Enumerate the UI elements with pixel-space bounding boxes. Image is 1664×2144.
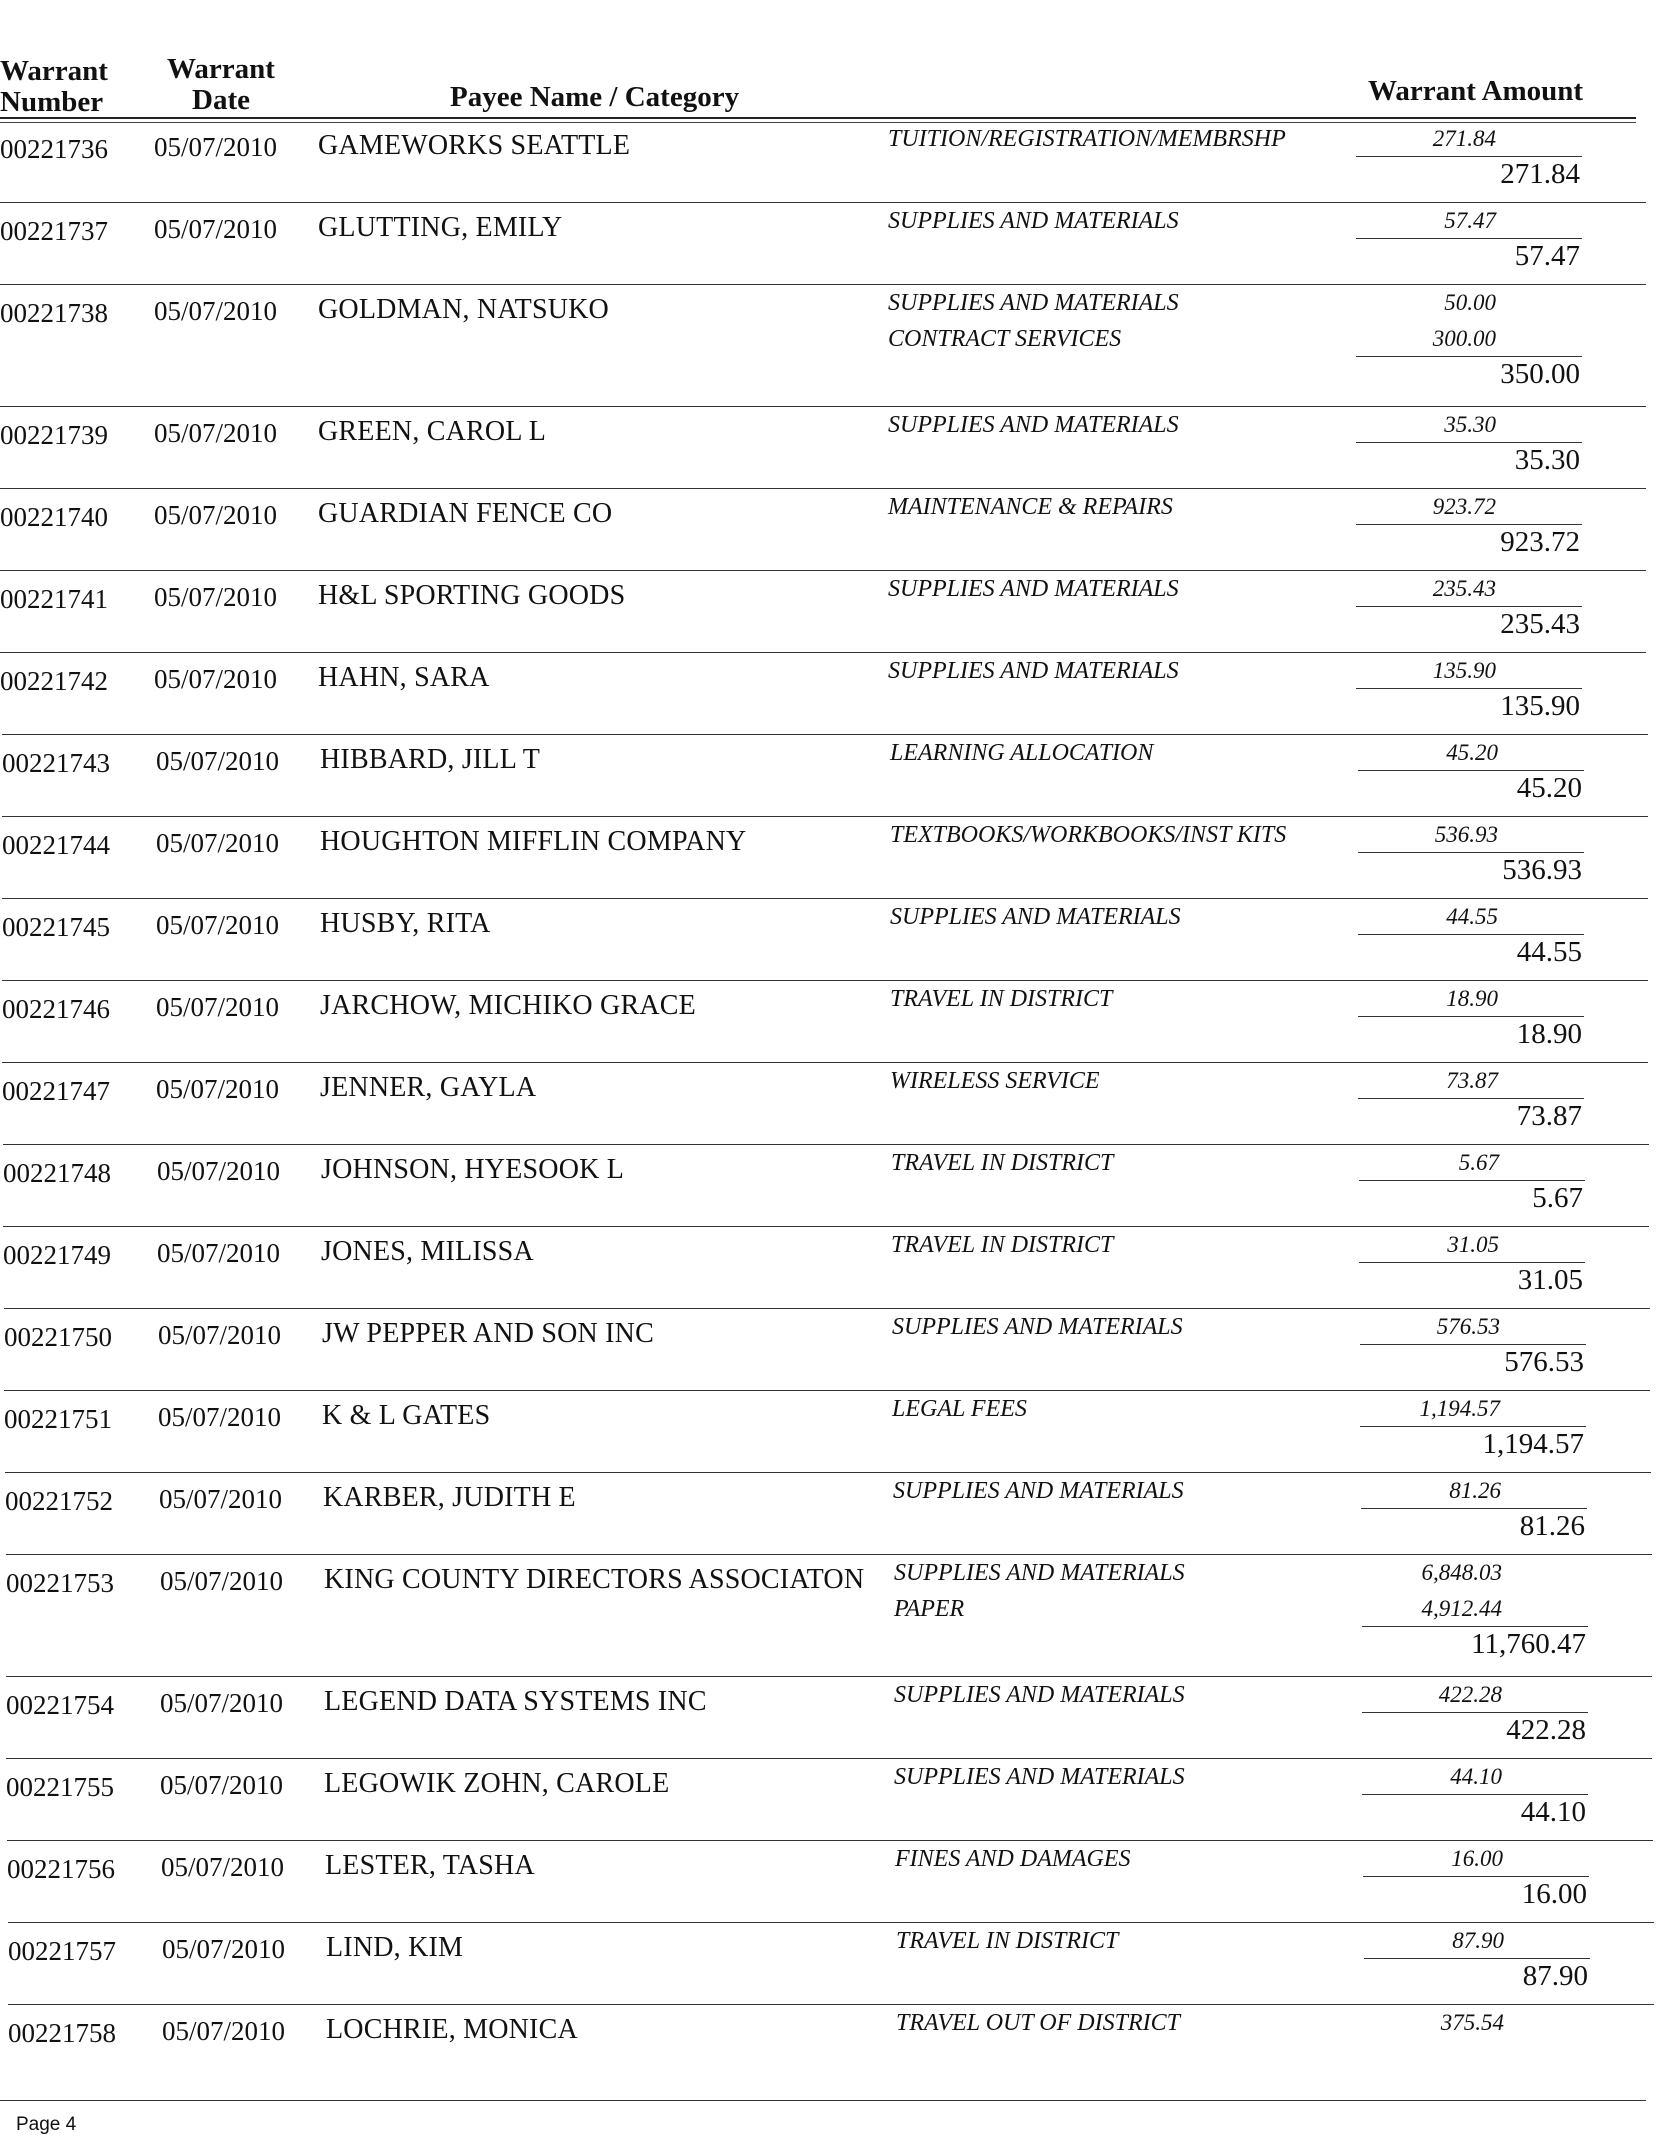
line-amount: 5.67	[1458, 1150, 1499, 1175]
line-amount: 576.53	[1436, 1314, 1500, 1339]
subtotal-rule	[1356, 238, 1582, 239]
subtotal-rule	[1361, 1508, 1587, 1509]
warrant-date: 05/07/2010	[156, 828, 280, 858]
warrant-number: 00221737	[0, 216, 108, 246]
category-label: SUPPLIES AND MATERIALS	[888, 208, 1179, 234]
row-separator	[0, 202, 1646, 203]
warrant-total: 135.90	[1500, 690, 1580, 722]
category-label: TRAVEL OUT OF DISTRICT	[896, 2010, 1180, 2036]
category-label: LEARNING ALLOCATION	[890, 740, 1154, 766]
warrant-date: 05/07/2010	[157, 1238, 281, 1268]
warrant-date: 05/07/2010	[154, 418, 278, 448]
line-amount: 16.00	[1451, 1846, 1503, 1871]
warrant-date: 05/07/2010	[158, 1402, 282, 1432]
payee-name: JENNER, GAYLA	[320, 1072, 537, 1103]
payee-name: HIBBARD, JILL T	[320, 744, 540, 775]
warrant-total: 73.87	[1516, 1100, 1582, 1132]
line-amount: 536.93	[1434, 822, 1498, 847]
warrant-number: 00221739	[0, 420, 108, 450]
payee-name: K & L GATES	[322, 1400, 491, 1431]
row-separator	[4, 1390, 1650, 1391]
line-amount: 300.00	[1432, 326, 1496, 351]
warrant-number: 00221751	[4, 1404, 112, 1434]
category-label: TUITION/REGISTRATION/MEMBRSHP	[888, 126, 1286, 152]
payee-name: LEGOWIK ZOHN, CAROLE	[324, 1768, 670, 1799]
header-rule-secondary	[0, 122, 1636, 123]
category-label: TRAVEL IN DISTRICT	[890, 986, 1113, 1012]
line-amount: 923.72	[1432, 494, 1496, 519]
warrant-date: 05/07/2010	[161, 1852, 285, 1882]
line-amount: 18.90	[1446, 986, 1498, 1011]
warrant-date: 05/07/2010	[160, 1566, 284, 1596]
row-separator	[8, 2004, 1654, 2005]
warrant-total: 18.90	[1516, 1018, 1582, 1050]
subtotal-rule	[1362, 1626, 1588, 1627]
warrant-date: 05/07/2010	[156, 910, 280, 940]
warrant-total: 11,760.47	[1471, 1628, 1586, 1660]
subtotal-rule	[1356, 156, 1582, 157]
subtotal-rule	[1356, 442, 1582, 443]
payee-name: HUSBY, RITA	[320, 908, 491, 939]
row-separator	[8, 1922, 1654, 1923]
warrant-number: 00221750	[4, 1322, 112, 1352]
warrant-total: 35.30	[1514, 444, 1580, 476]
warrant-date: 05/07/2010	[154, 296, 278, 326]
row-separator	[3, 1226, 1649, 1227]
payee-name: JOHNSON, HYESOOK L	[321, 1154, 625, 1185]
warrant-number: 00221741	[0, 584, 108, 614]
payee-name: KING COUNTY DIRECTORS ASSOCIATON	[324, 1564, 865, 1595]
row-separator	[6, 1554, 1652, 1555]
row-separator	[2, 816, 1648, 817]
row-separator	[3, 1144, 1649, 1145]
warrant-date: 05/07/2010	[154, 214, 278, 244]
line-amount: 87.90	[1452, 1928, 1504, 1953]
warrant-total: 44.10	[1520, 1796, 1586, 1828]
warrant-total: 235.43	[1500, 608, 1580, 640]
subtotal-rule	[1356, 688, 1582, 689]
subtotal-rule	[1363, 1876, 1589, 1877]
line-amount: 35.30	[1444, 412, 1496, 437]
row-separator	[5, 1472, 1651, 1473]
line-amount: 1,194.57	[1419, 1396, 1500, 1421]
header-warrant-date-line1: Warrant	[167, 53, 275, 85]
footer-rule	[0, 2100, 1646, 2101]
payee-name: LIND, KIM	[326, 1932, 464, 1963]
row-separator	[7, 1840, 1653, 1841]
category-label: SUPPLIES AND MATERIALS	[890, 904, 1181, 930]
subtotal-rule	[1358, 770, 1584, 771]
warrant-number: 00221754	[6, 1690, 114, 1720]
category-label: CONTRACT SERVICES	[888, 326, 1122, 352]
subtotal-rule	[1358, 934, 1584, 935]
category-label: SUPPLIES AND MATERIALS	[894, 1764, 1185, 1790]
warrant-date: 05/07/2010	[159, 1484, 283, 1514]
warrant-number: 00221755	[6, 1772, 114, 1802]
line-amount: 135.90	[1432, 658, 1496, 683]
category-label: WIRELESS SERVICE	[890, 1068, 1100, 1094]
category-label: LEGAL FEES	[892, 1396, 1027, 1422]
subtotal-rule	[1360, 1426, 1586, 1427]
subtotal-rule	[1359, 1180, 1585, 1181]
line-amount: 50.00	[1444, 290, 1496, 315]
payee-name: LOCHRIE, MONICA	[326, 2014, 578, 2045]
warrant-date: 05/07/2010	[160, 1770, 284, 1800]
header-amount: Warrant Amount	[1368, 75, 1584, 107]
line-amount: 81.26	[1449, 1478, 1501, 1503]
subtotal-rule	[1359, 1262, 1585, 1263]
warrant-total: 923.72	[1500, 526, 1580, 558]
warrant-date: 05/07/2010	[156, 992, 280, 1022]
payee-name: H&L SPORTING GOODS	[318, 580, 626, 611]
line-amount: 73.87	[1446, 1068, 1498, 1093]
warrant-date: 05/07/2010	[158, 1320, 282, 1350]
warrant-date: 05/07/2010	[156, 746, 280, 776]
header-warrant-number-line2: Number	[0, 86, 104, 118]
payee-name: JARCHOW, MICHIKO GRACE	[320, 990, 696, 1021]
warrant-total: 16.00	[1521, 1878, 1587, 1910]
header-rule	[0, 117, 1636, 119]
warrant-total: 536.93	[1502, 854, 1582, 886]
warrant-number: 00221746	[2, 994, 110, 1024]
warrant-date: 05/07/2010	[162, 1934, 286, 1964]
category-label: TEXTBOOKS/WORKBOOKS/INST KITS	[890, 822, 1287, 848]
subtotal-rule	[1358, 1016, 1584, 1017]
payee-name: LEGEND DATA SYSTEMS INC	[324, 1686, 707, 1717]
subtotal-rule	[1358, 852, 1584, 853]
page-number: Page 4	[16, 2114, 77, 2135]
category-label: TRAVEL IN DISTRICT	[891, 1150, 1114, 1176]
warrant-number: 00221742	[0, 666, 108, 696]
row-separator	[0, 406, 1646, 407]
subtotal-rule	[1356, 606, 1582, 607]
warrant-total: 87.90	[1522, 1960, 1588, 1992]
category-label: FINES AND DAMAGES	[895, 1846, 1131, 1872]
warrant-total: 45.20	[1516, 772, 1582, 804]
row-separator	[6, 1758, 1652, 1759]
warrant-number: 00221740	[0, 502, 108, 532]
payee-name: GAMEWORKS SEATTLE	[318, 130, 631, 161]
warrant-total: 350.00	[1500, 358, 1580, 390]
row-separator	[2, 734, 1648, 735]
category-label: TRAVEL IN DISTRICT	[891, 1232, 1114, 1258]
warrant-number: 00221749	[3, 1240, 111, 1270]
warrant-number: 00221757	[8, 1936, 116, 1966]
row-separator	[2, 980, 1648, 981]
header-warrant-number-line1: Warrant	[0, 55, 108, 87]
payee-name: GOLDMAN, NATSUKO	[318, 294, 609, 325]
warrant-number: 00221748	[3, 1158, 111, 1188]
line-amount: 6,848.03	[1421, 1560, 1502, 1585]
subtotal-rule	[1362, 1794, 1588, 1795]
warrant-total: 57.47	[1514, 240, 1580, 272]
subtotal-rule	[1356, 524, 1582, 525]
warrant-number: 00221743	[2, 748, 110, 778]
warrant-date: 05/07/2010	[156, 1074, 280, 1104]
row-separator	[6, 1676, 1652, 1677]
category-label: SUPPLIES AND MATERIALS	[888, 290, 1179, 316]
warrant-number: 00221752	[5, 1486, 113, 1516]
warrant-date: 05/07/2010	[154, 132, 278, 162]
row-separator	[0, 652, 1646, 653]
line-amount: 271.84	[1432, 126, 1496, 151]
header-payee: Payee Name / Category	[450, 81, 740, 113]
payee-name: HOUGHTON MIFFLIN COMPANY	[320, 826, 747, 857]
row-separator	[0, 488, 1646, 489]
line-amount: 57.47	[1444, 208, 1496, 233]
category-label: SUPPLIES AND MATERIALS	[892, 1314, 1183, 1340]
line-amount: 375.54	[1440, 2010, 1504, 2035]
line-amount: 44.10	[1450, 1764, 1502, 1789]
warrant-number: 00221744	[2, 830, 110, 860]
warrant-total: 576.53	[1504, 1346, 1584, 1378]
payee-name: HAHN, SARA	[318, 662, 490, 693]
row-separator	[0, 570, 1646, 571]
warrant-number: 00221756	[7, 1854, 115, 1884]
warrant-number: 00221736	[0, 134, 108, 164]
warrant-total: 5.67	[1532, 1182, 1583, 1214]
payee-name: GUARDIAN FENCE CO	[318, 498, 613, 529]
category-label: PAPER	[894, 1596, 965, 1622]
row-separator	[0, 284, 1646, 285]
payee-name: GLUTTING, EMILY	[318, 212, 563, 243]
warrant-total: 1,194.57	[1482, 1428, 1584, 1460]
category-label: SUPPLIES AND MATERIALS	[888, 412, 1179, 438]
category-label: TRAVEL IN DISTRICT	[896, 1928, 1119, 1954]
line-amount: 44.55	[1446, 904, 1498, 929]
line-amount: 235.43	[1432, 576, 1496, 601]
header-warrant-date	[162, 54, 280, 116]
warrant-number: 00221758	[8, 2018, 116, 2048]
warrant-date: 05/07/2010	[154, 582, 278, 612]
payee-name: JW PEPPER AND SON INC	[322, 1318, 654, 1349]
row-separator	[2, 898, 1648, 899]
category-label: SUPPLIES AND MATERIALS	[893, 1478, 1184, 1504]
warrant-number: 00221753	[6, 1568, 114, 1598]
category-label: SUPPLIES AND MATERIALS	[894, 1560, 1185, 1586]
warrant-total: 81.26	[1519, 1510, 1585, 1542]
warrant-total: 31.05	[1517, 1264, 1583, 1296]
warrant-total: 271.84	[1500, 158, 1580, 190]
line-amount: 45.20	[1446, 740, 1498, 765]
category-label: SUPPLIES AND MATERIALS	[888, 576, 1179, 602]
header-warrant-number	[0, 56, 108, 118]
row-separator	[2, 1062, 1648, 1063]
payee-name: LESTER, TASHA	[325, 1850, 535, 1881]
subtotal-rule	[1356, 356, 1582, 357]
category-label: MAINTENANCE & REPAIRS	[888, 494, 1173, 520]
warrant-date: 05/07/2010	[154, 664, 278, 694]
category-label: SUPPLIES AND MATERIALS	[888, 658, 1179, 684]
payee-name: GREEN, CAROL L	[318, 416, 547, 447]
payee-name: KARBER, JUDITH E	[323, 1482, 576, 1513]
row-separator	[4, 1308, 1650, 1309]
warrant-date: 05/07/2010	[157, 1156, 281, 1186]
header-warrant-date-line2: Date	[192, 84, 250, 116]
payee-name: JONES, MILISSA	[321, 1236, 534, 1267]
category-label: SUPPLIES AND MATERIALS	[894, 1682, 1185, 1708]
warrant-number: 00221745	[2, 912, 110, 942]
warrant-date: 05/07/2010	[162, 2016, 286, 2046]
subtotal-rule	[1364, 1958, 1590, 1959]
line-amount: 4,912.44	[1421, 1596, 1502, 1621]
warrant-total: 422.28	[1506, 1714, 1586, 1746]
subtotal-rule	[1360, 1344, 1586, 1345]
warrant-number: 00221738	[0, 298, 108, 328]
subtotal-rule	[1358, 1098, 1584, 1099]
warrant-date: 05/07/2010	[154, 500, 278, 530]
line-amount: 422.28	[1438, 1682, 1502, 1707]
warrant-number: 00221747	[2, 1076, 110, 1106]
warrant-date: 05/07/2010	[160, 1688, 284, 1718]
warrant-total: 44.55	[1516, 936, 1582, 968]
subtotal-rule	[1362, 1712, 1588, 1713]
line-amount: 31.05	[1447, 1232, 1499, 1257]
